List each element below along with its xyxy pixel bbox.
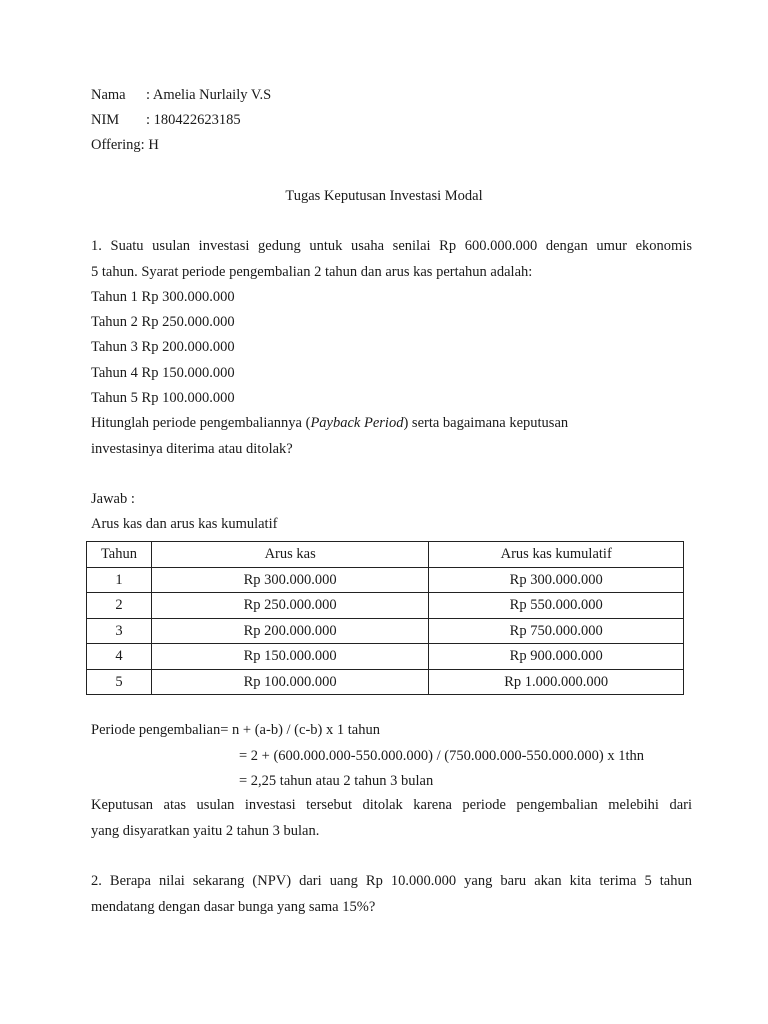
- decision-line-1: Keputusan atas usulan investasi tersebut ditolak karena periode pengembalian melebihi dari: [91, 797, 692, 813]
- q1-question-pre: Hitunglah periode pengembaliannya (: [91, 415, 311, 431]
- q1-question-post: ) serta bagaimana keputusan: [403, 415, 569, 431]
- document-title: Tugas Keputusan Investasi Modal: [285, 188, 483, 204]
- cell-arus-kas: Rp 100.000.000: [151, 669, 428, 695]
- cell-arus-kas: Rp 150.000.000: [151, 644, 428, 670]
- cell-tahun: 2: [87, 593, 152, 619]
- nim-label: NIM: [91, 112, 120, 128]
- name-label: Nama: [91, 87, 126, 103]
- cell-kumulatif: Rp 550.000.000: [429, 593, 684, 619]
- offering-row: [91, 136, 159, 154]
- header-arus-kas-kumulatif: Arus kas kumulatif: [429, 542, 684, 568]
- q1-year-3: Tahun 3 Rp 200.000.000: [91, 339, 235, 355]
- q1-question-line2: investasinya diterima atau ditolak?: [91, 441, 293, 457]
- table-row: [87, 669, 684, 695]
- q1-year-5: Tahun 5 Rp 100.000.000: [91, 390, 235, 406]
- cell-tahun: 4: [87, 644, 152, 670]
- q1-line1: 1. Suatu usulan investasi gedung untuk usaha senilai Rp 600.000.000 dengan umur ekonomis: [91, 238, 692, 254]
- q1-line2: 5 tahun. Syarat periode pengembalian 2 tahun dan arus kas pertahun adalah:: [91, 264, 533, 280]
- nim-row: [91, 111, 241, 129]
- answer-heading: Jawab :: [91, 491, 135, 507]
- header-tahun: Tahun: [87, 542, 152, 568]
- formula-line-1: Periode pengembalian= n + (a-b) / (c-b) x 1 tahun: [91, 722, 380, 738]
- offering-label: Offering:: [91, 137, 145, 153]
- q2-line1: 2. Berapa nilai sekarang (NPV) dari uang Rp 10.000.000 yang baru akan kita terima 5 tahun: [91, 873, 692, 889]
- formula-line-2: = 2 + (600.000.000-550.000.000) / (750.000.000-550.000.000) x 1thn: [239, 748, 645, 764]
- decision-line-2: yang disyaratkan yaitu 2 tahun 3 bulan.: [91, 823, 320, 839]
- cell-kumulatif: Rp 750.000.000: [429, 618, 684, 644]
- q1-year-2: Tahun 2 Rp 250.000.000: [91, 314, 235, 330]
- table-row: [87, 618, 684, 644]
- table-header-row: [87, 542, 684, 568]
- name-value: : Amelia Nurlaily V.S: [146, 87, 272, 103]
- cell-tahun: 3: [87, 618, 152, 644]
- cell-arus-kas: Rp 200.000.000: [151, 618, 428, 644]
- q2-line2: mendatang dengan dasar bunga yang sama 15%?: [91, 899, 376, 915]
- table-row: [87, 644, 684, 670]
- cell-arus-kas: Rp 250.000.000: [151, 593, 428, 619]
- offering-value: H: [144, 137, 159, 153]
- formula-line-3: = 2,25 tahun atau 2 tahun 3 bulan: [239, 773, 434, 789]
- q1-question: [91, 414, 568, 432]
- cell-kumulatif: Rp 900.000.000: [429, 644, 684, 670]
- table-row: [87, 593, 684, 619]
- cell-tahun: 1: [87, 567, 152, 593]
- nim-value: : 180422623185: [146, 112, 241, 128]
- cell-arus-kas: Rp 300.000.000: [151, 567, 428, 593]
- table-row: [87, 567, 684, 593]
- cell-kumulatif: Rp 1.000.000.000: [429, 669, 684, 695]
- q1-year-4: Tahun 4 Rp 150.000.000: [91, 365, 235, 381]
- q1-year-1: Tahun 1 Rp 300.000.000: [91, 289, 235, 305]
- q1-question-italic: Payback Period: [310, 415, 404, 431]
- cash-flow-table: [86, 541, 684, 695]
- header-arus-kas: Arus kas: [151, 542, 428, 568]
- table-caption: Arus kas dan arus kas kumulatif: [91, 516, 278, 532]
- cell-kumulatif: Rp 300.000.000: [429, 567, 684, 593]
- cell-tahun: 5: [87, 669, 152, 695]
- name-row: [91, 86, 271, 104]
